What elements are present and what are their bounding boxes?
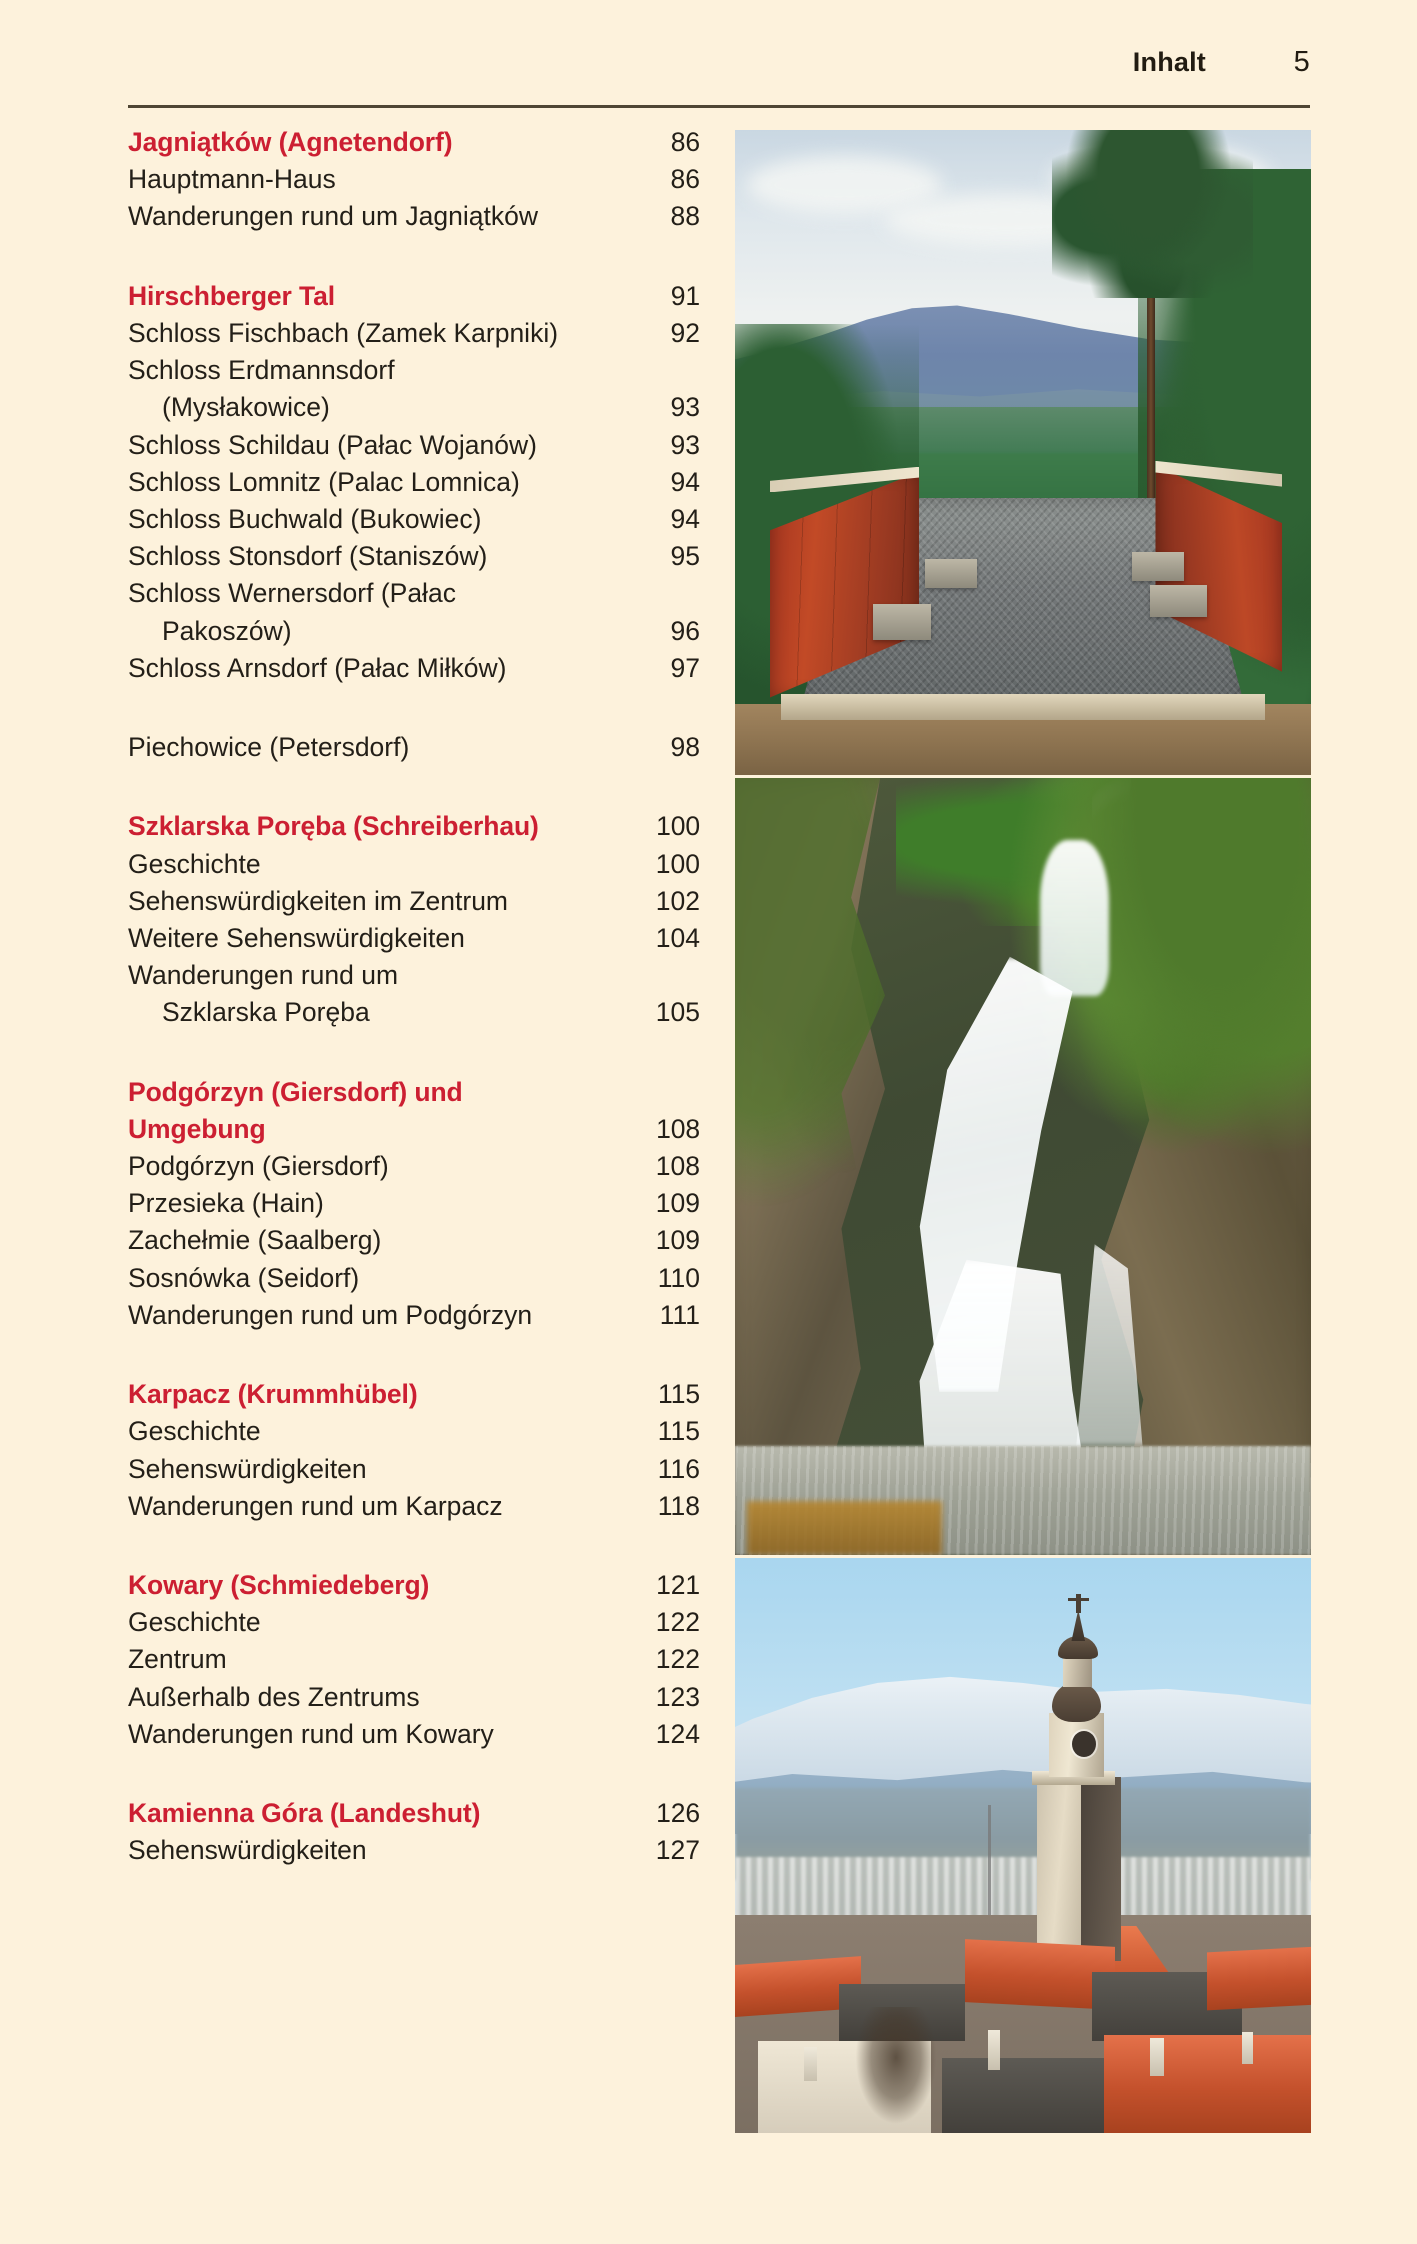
toc-entry-row[interactable] — [128, 613, 700, 650]
toc-entry-row[interactable] — [128, 1832, 700, 1869]
toc-entry-page: 86 — [670, 164, 700, 195]
toc-entry-page: 88 — [670, 201, 700, 232]
toc-entry-row[interactable] — [128, 1679, 700, 1716]
toc-entry-row[interactable] — [128, 1222, 700, 1259]
toc-entry-page: 96 — [670, 615, 700, 646]
toc-entry-label: Wanderungen rund um Podgórzyn — [128, 1299, 533, 1330]
toc-entry-label: Pakoszów) — [162, 615, 292, 646]
toc-entry-row[interactable] — [128, 883, 700, 920]
table-of-contents — [128, 124, 700, 1870]
bench — [1150, 585, 1208, 617]
toc-entry-label: Sehenswürdigkeiten — [128, 1835, 367, 1866]
toc-entry-row[interactable] — [128, 1185, 700, 1222]
toc-entry-row[interactable] — [128, 650, 700, 687]
toc-entry-row[interactable] — [128, 1604, 700, 1641]
toc-group-kowary — [128, 1567, 700, 1753]
toc-entry-page: 126 — [656, 1798, 700, 1829]
toc-entry-row[interactable] — [128, 1488, 700, 1525]
toc-entry-row[interactable] — [128, 198, 700, 235]
toc-entry-label: Schloss Buchwald (Bukowiec) — [128, 503, 482, 534]
toc-entry-page: 86 — [670, 127, 700, 157]
toc-section-row[interactable] — [128, 808, 700, 845]
toc-entry-row[interactable] — [128, 1413, 700, 1450]
rooftop — [1207, 1946, 1311, 2010]
town-panorama-illustration — [735, 1558, 1311, 2133]
waterfall-upper-cascade — [1040, 840, 1109, 995]
bench — [1132, 552, 1184, 581]
toc-entry-page: 115 — [658, 1379, 700, 1410]
bare-tree — [850, 2007, 942, 2134]
running-header-inner — [128, 46, 1310, 79]
toc-section-row[interactable] — [128, 1567, 700, 1604]
toc-entry-label: Außerhalb des Zentrums — [128, 1681, 420, 1712]
toc-section-row[interactable] — [128, 1376, 700, 1413]
toc-entry-row[interactable] — [128, 1641, 700, 1678]
toc-entry-page: 123 — [655, 1681, 700, 1712]
toc-entry-label: Podgórzyn (Giersdorf) — [128, 1151, 389, 1182]
toc-entry-page: 100 — [656, 811, 700, 842]
toc-group-szklarska-poreba — [128, 808, 700, 1031]
toc-entry-row[interactable] — [128, 846, 700, 883]
toc-entry-row[interactable] — [128, 1297, 700, 1334]
toc-entry-page: 91 — [670, 280, 700, 311]
toc-entry-page: 100 — [655, 848, 700, 879]
header-rule — [128, 105, 1310, 108]
toc-entry-label: Schloss Schildau (Pałac Wojanów) — [128, 429, 537, 460]
toc-entry-page: 115 — [657, 1416, 700, 1447]
toc-entry-page: 118 — [657, 1490, 700, 1521]
toc-entry-page: 124 — [655, 1718, 700, 1749]
rooftop — [942, 2058, 1115, 2133]
toc-entry-row[interactable] — [128, 501, 700, 538]
toc-group-karpacz — [128, 1376, 700, 1525]
toc-group-hirschberger-tal — [128, 278, 700, 687]
toc-entry-page: 102 — [655, 885, 700, 916]
toc-entry-row[interactable] — [128, 920, 700, 957]
toc-entry-row[interactable] — [128, 464, 700, 501]
photo-column — [735, 130, 1311, 2133]
toc-entry-label: Wanderungen rund um Jagniątków — [128, 201, 539, 232]
toc-entry-label: Geschichte — [128, 848, 261, 879]
toc-entry-page: 122 — [655, 1607, 700, 1638]
toc-entry-label: Geschichte — [128, 1607, 261, 1638]
toc-group-jagniatkow — [128, 124, 700, 236]
waterfall-illustration — [735, 778, 1311, 1555]
toc-entry-label: Zachełmie (Saalberg) — [128, 1225, 382, 1256]
toc-entry-page: 109 — [655, 1225, 700, 1256]
tower-finial-crossbar — [1068, 1598, 1089, 1601]
toc-entry-page: 104 — [655, 922, 700, 953]
toc-entry-label: Zentrum — [128, 1644, 227, 1675]
toc-entry-label: Schloss Fischbach (Zamek Karpniki) — [128, 317, 559, 348]
toc-entry-label: Sosnówka (Seidorf) — [128, 1262, 360, 1293]
toc-entry-row[interactable] — [128, 1716, 700, 1753]
page-title: Inhalt — [1132, 47, 1206, 77]
folio-number: 5 — [1293, 46, 1310, 78]
chimney — [988, 2030, 1000, 2070]
clock-face-icon — [1072, 1731, 1096, 1757]
toc-entry-row[interactable] — [128, 427, 700, 464]
toc-entry-page: 97 — [670, 652, 700, 683]
toc-entry-label: Sehenswürdigkeiten — [128, 1453, 367, 1484]
toc-entry-row[interactable] — [128, 994, 700, 1031]
toc-entry-row[interactable] — [128, 352, 700, 389]
toc-entry-page: 127 — [655, 1835, 700, 1866]
toc-entry-label: Wanderungen rund um Kowary — [128, 1718, 494, 1749]
toc-entry-label: Kamienna Góra (Landeshut) — [128, 1798, 481, 1829]
toc-entry-label: Schloss Lomnitz (Palac Lomnica) — [128, 466, 520, 497]
toc-entry-page: 93 — [670, 429, 700, 460]
toc-entry-page: 105 — [655, 997, 700, 1028]
toc-entry-label: Karpacz (Krummhübel) — [128, 1379, 418, 1410]
toc-section-row[interactable] — [128, 1111, 700, 1148]
running-header — [128, 46, 1310, 106]
toc-entry-label: Przesieka (Hain) — [128, 1188, 324, 1219]
toc-group-piechowice — [128, 729, 700, 766]
pine-crown — [1052, 130, 1254, 298]
toc-entry-row[interactable] — [128, 575, 700, 612]
toc-entry-page: 94 — [670, 466, 700, 497]
rooftop — [1104, 2035, 1311, 2133]
toc-entry-label: Weitere Sehenswürdigkeiten — [128, 922, 465, 953]
toc-entry-page: 116 — [657, 1453, 700, 1484]
toc-entry-label: Wanderungen rund um Karpacz — [128, 1490, 503, 1521]
toc-entry-label: Schloss Stonsdorf (Staniszów) — [128, 541, 488, 572]
toc-entry-row[interactable] — [128, 1260, 700, 1297]
photo-town-panorama — [735, 1558, 1311, 2133]
toc-entry-row[interactable] — [128, 1148, 700, 1185]
toc-entry-label: Schloss Arnsdorf (Pałac Miłków) — [128, 652, 507, 683]
toc-section-row[interactable] — [128, 1074, 700, 1111]
toc-entry-row[interactable] — [128, 1451, 700, 1488]
toc-entry-label: Piechowice (Petersdorf) — [128, 732, 410, 763]
toc-entry-label: Umgebung — [128, 1113, 266, 1144]
toc-entry-label: Schloss Wernersdorf (Pałac — [128, 578, 456, 609]
toc-entry-label: Geschichte — [128, 1416, 261, 1447]
toc-group-podgorzyn — [128, 1074, 700, 1335]
toc-entry-page: 92 — [670, 317, 700, 348]
toc-entry-page: 121 — [656, 1570, 700, 1600]
toc-entry-page: 108 — [656, 1113, 700, 1144]
toc-entry-label: (Mysłakowice) — [162, 392, 330, 423]
tower-finial — [1076, 1594, 1081, 1614]
toc-entry-label: Hauptmann-Haus — [128, 164, 336, 195]
toc-entry-label: Szklarska Poręba — [162, 997, 370, 1028]
chimney — [1150, 2038, 1164, 2075]
toc-entry-label: Hirschberger Tal — [128, 280, 336, 311]
toc-entry-label: Sehenswürdigkeiten im Zentrum — [128, 885, 509, 916]
viewing-platform-illustration — [735, 130, 1311, 775]
toc-entry-label: Szklarska Poręba (Schreiberhau) — [128, 811, 539, 842]
toc-entry-page: 98 — [670, 732, 700, 763]
toc-entry-page: 111 — [659, 1299, 700, 1330]
toc-entry-label: Jagniątków (Agnetendorf) — [128, 127, 453, 157]
toc-entry-row[interactable] — [128, 389, 700, 426]
photo-viewing-platform — [735, 130, 1311, 775]
toc-entry-row[interactable] — [128, 538, 700, 575]
chimney — [804, 2047, 817, 2082]
toc-entry-page: 94 — [670, 503, 700, 534]
platform-front-ledge — [781, 694, 1265, 720]
toc-entry-page: 108 — [655, 1151, 700, 1182]
bench — [873, 604, 931, 639]
toc-section-row[interactable] — [128, 124, 700, 161]
radio-mast — [988, 1805, 991, 1920]
photo-waterfall — [735, 778, 1311, 1555]
toc-entry-label: Kowary (Schmiedeberg) — [128, 1570, 430, 1600]
toc-section-row[interactable] — [128, 278, 700, 315]
toc-entry-label: Podgórzyn (Giersdorf) und — [128, 1076, 463, 1107]
toc-entry-row[interactable] — [128, 161, 700, 198]
church-tower-shadow-side — [1081, 1777, 1121, 1961]
toc-section-row[interactable] — [128, 1795, 700, 1832]
bench — [925, 559, 977, 588]
chimney — [1242, 2032, 1254, 2064]
toc-entry-label: Schloss Erdmannsdorf — [128, 355, 395, 386]
toc-entry-row[interactable] — [128, 957, 700, 994]
toc-entry-page: 93 — [670, 392, 700, 423]
toc-entry-row[interactable] — [128, 315, 700, 352]
toc-entry-page: 110 — [657, 1262, 700, 1293]
toc-entry-page: 122 — [655, 1644, 700, 1675]
toc-group-kamienna-gora — [128, 1795, 700, 1869]
toc-entry-page: 95 — [670, 541, 700, 572]
toc-entry-page: 109 — [655, 1188, 700, 1219]
toc-entry-row[interactable] — [128, 729, 700, 766]
ochre-riverbed — [747, 1501, 943, 1555]
toc-entry-label: Wanderungen rund um — [128, 960, 399, 991]
